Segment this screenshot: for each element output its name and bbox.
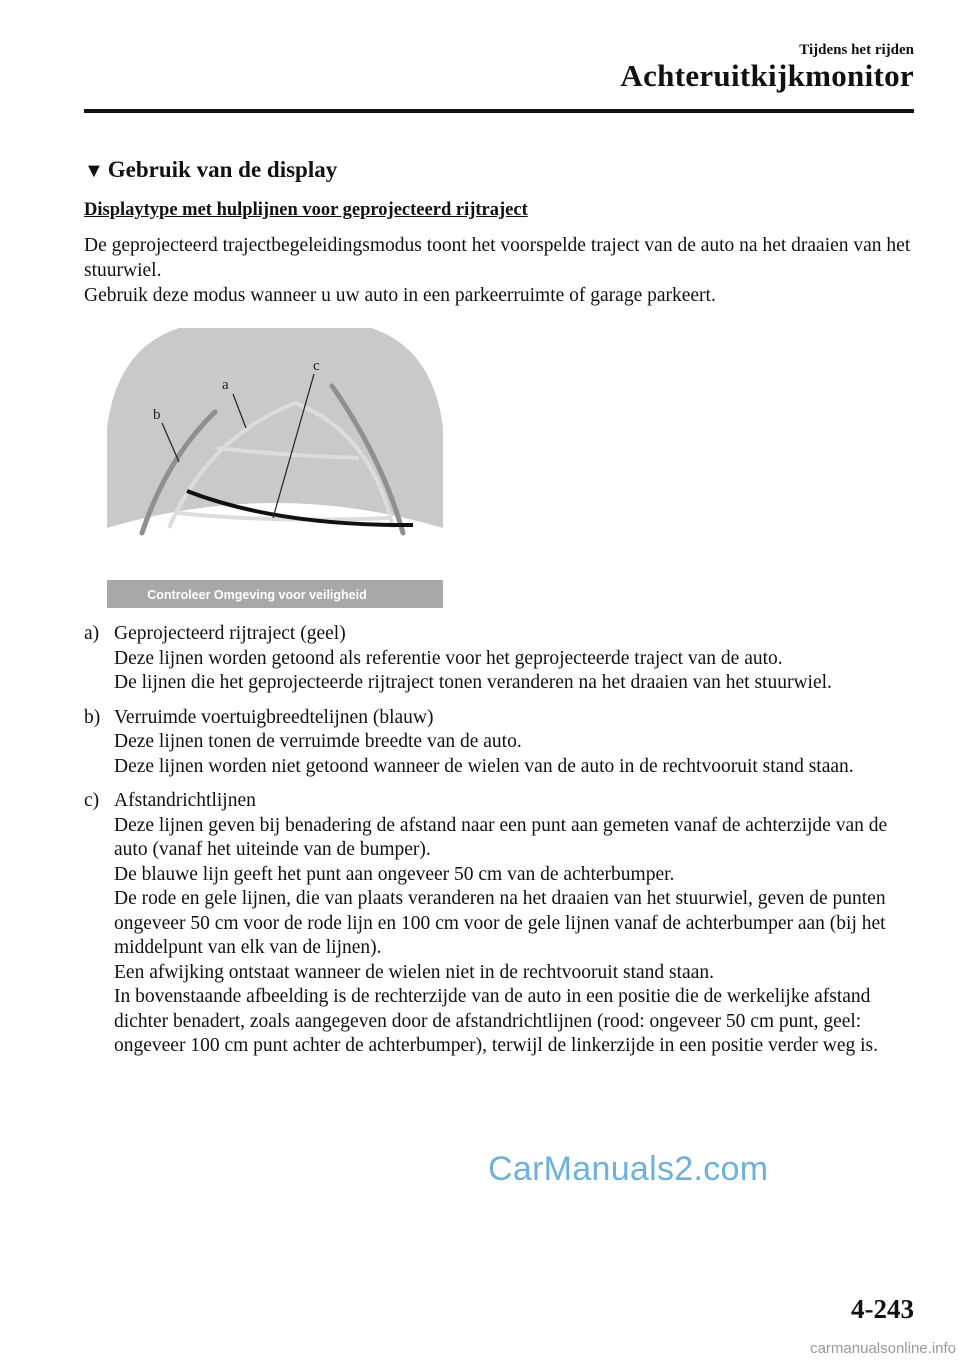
legend-line: De blauwe lijn geeft het punt aan ongeveer 50 cm van de achterbumper.	[114, 863, 675, 885]
legend-list	[84, 622, 924, 1069]
legend-item-a	[84, 622, 924, 696]
legend-title: Afstandrichtlijnen	[114, 790, 256, 811]
triangle-down-icon: ▼	[84, 160, 104, 182]
camera-display-illustration	[107, 328, 443, 608]
intro-text	[84, 233, 924, 308]
legend-item-b	[84, 706, 924, 780]
camera-display-figure	[107, 328, 443, 608]
legend-item-c	[84, 789, 924, 1059]
legend-title: Geprojecteerd rijtraject (geel)	[114, 623, 346, 644]
page-title: Achteruitkijkmonitor	[620, 58, 914, 93]
legend-line: Deze lijnen tonen de verruimde breedte van de auto.	[114, 731, 522, 752]
page-number: 4-243	[851, 1294, 914, 1324]
legend-line: In bovenstaande afbeelding is de rechterzijde van de auto in een positie die de werkelijke afstand dichter benadert, zoals aangegeven door de afstandrichtlijnen (rood: ongeveer 50 cm punt, geel: ongeveer 100 cm punt achter de achterbumper), terwijl de linkerzijde in een positie verder weg is.	[114, 986, 878, 1056]
legend-line: De lijnen die het geprojecteerde rijtraject tonen veranderen na het draaien van het stuurwiel.	[114, 672, 832, 693]
intro-paragraph: De geprojecteerd trajectbegeleidingsmodus toont het voorspelde traject van de auto na het draaien van het stuurwiel.	[84, 235, 911, 281]
legend-line: Deze lijnen worden getoond als referentie voor het geprojecteerde traject van de auto.	[114, 647, 783, 669]
header-divider	[84, 109, 914, 113]
intro-paragraph: Gebruik deze modus wanneer u uw auto in een parkeerruimte of garage parkeert.	[84, 285, 716, 306]
callout-label-b: b	[153, 407, 161, 423]
legend-marker: a)	[84, 623, 100, 644]
legend-line: Een afwijking ontstaat wanneer de wielen niet in de rechtvooruit stand staan.	[114, 961, 714, 983]
legend-marker: c)	[84, 790, 100, 811]
legend-marker: b)	[84, 706, 101, 728]
legend-title: Verruimde voertuigbreedtelijnen (blauw)	[114, 706, 434, 728]
subheading: Displaytype met hulplijnen voor geprojecteerd rijtraject	[84, 200, 528, 220]
chapter-label: Tijdens het rijden	[799, 42, 914, 58]
legend-line: De rode en gele lijnen, die van plaats veranderen na het draaien van het stuurwiel, geven de punten ongeveer 50 cm voor de rode lijn en 100 cm voor de gele lijnen vanaf de achterbumper aan (bij het middelpunt van elk van de lijnen).	[114, 888, 886, 958]
callout-label-a: a	[222, 377, 229, 393]
legend-line: Deze lijnen worden niet getoond wanneer de wielen van de auto in de rechtvooruit stand staan.	[114, 755, 854, 777]
legend-line: Deze lijnen geven bij benadering de afstand naar een punt aan gemeten vanaf de achterzijde van de auto (vanaf het uiteinde van de bumper).	[114, 814, 888, 860]
site-watermark: CarManuals2.com	[488, 1150, 769, 1188]
section-heading	[84, 157, 337, 183]
callout-label-c: c	[313, 358, 320, 374]
warning-banner-text: Controleer Omgeving voor veiligheid	[147, 588, 367, 602]
footer-watermark: carmanualsonline.info	[810, 1340, 956, 1357]
section-heading-text: Gebruik van de display	[107, 157, 338, 182]
